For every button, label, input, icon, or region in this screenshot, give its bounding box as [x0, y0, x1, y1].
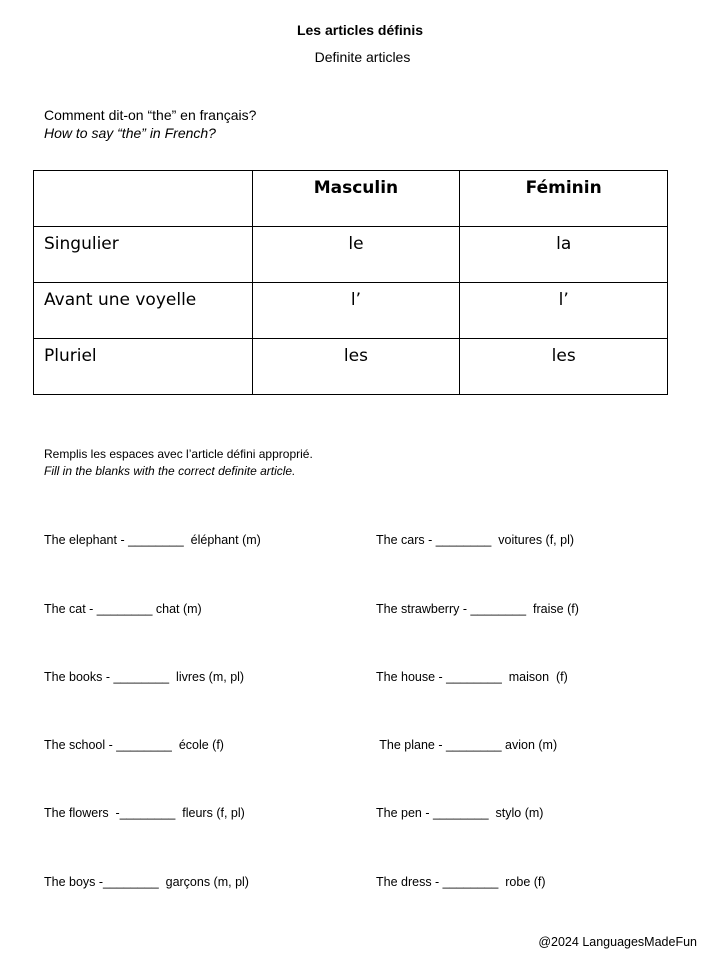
instructions-block: [44, 446, 313, 480]
table-row: [34, 227, 668, 283]
copyright-footer: @2024 LanguagesMadeFun: [538, 935, 697, 949]
table-cell: Singulier: [34, 227, 253, 283]
table-cell: Avant une voyelle: [34, 283, 253, 339]
question-english: How to say “the” in French?: [44, 125, 216, 141]
table-header-cell: [34, 171, 253, 227]
exercise-item: The house - ________ maison (f): [376, 670, 568, 684]
exercise-item: The pen - ________ stylo (m): [376, 806, 544, 820]
exercise-item: The boys -________ garçons (m, pl): [44, 875, 249, 889]
exercise-item: The cars - ________ voitures (f, pl): [376, 533, 575, 547]
instructions-english: Fill in the blanks with the correct definite article.: [44, 464, 296, 478]
table-row: [34, 283, 668, 339]
table-cell: les: [252, 339, 460, 395]
exercise-item: The plane - ________ avion (m): [376, 738, 558, 752]
question-french: Comment dit-on “the” en français?: [44, 107, 257, 123]
exercise-item: The school - ________ école (f): [44, 738, 224, 752]
table-cell: la: [460, 227, 668, 283]
table-cell: l’: [252, 283, 460, 339]
exercise-item: The elephant - ________ éléphant (m): [44, 533, 261, 547]
table-row: [34, 339, 668, 395]
page-subtitle: Definite articles: [314, 49, 411, 65]
table-cell: l’: [460, 283, 668, 339]
exercise-item: The cat - ________ chat (m): [44, 602, 202, 616]
table-header-cell: Féminin: [460, 171, 668, 227]
table-header-row: [34, 171, 668, 227]
table-cell: le: [252, 227, 460, 283]
table-cell: les: [460, 339, 668, 395]
table-cell: Pluriel: [34, 339, 253, 395]
instructions-french: Remplis les espaces avec l’article défini approprié.: [44, 447, 313, 461]
page-title: Les articles définis: [296, 22, 424, 38]
question-block: [44, 106, 256, 142]
exercise-item: The strawberry - ________ fraise (f): [376, 602, 579, 616]
table-header-cell: Masculin: [252, 171, 460, 227]
exercise-item: The flowers -________ fleurs (f, pl): [44, 806, 245, 820]
articles-table: [33, 170, 668, 395]
exercise-item: The dress - ________ robe (f): [376, 875, 546, 889]
exercise-item: The books - ________ livres (m, pl): [44, 670, 245, 684]
